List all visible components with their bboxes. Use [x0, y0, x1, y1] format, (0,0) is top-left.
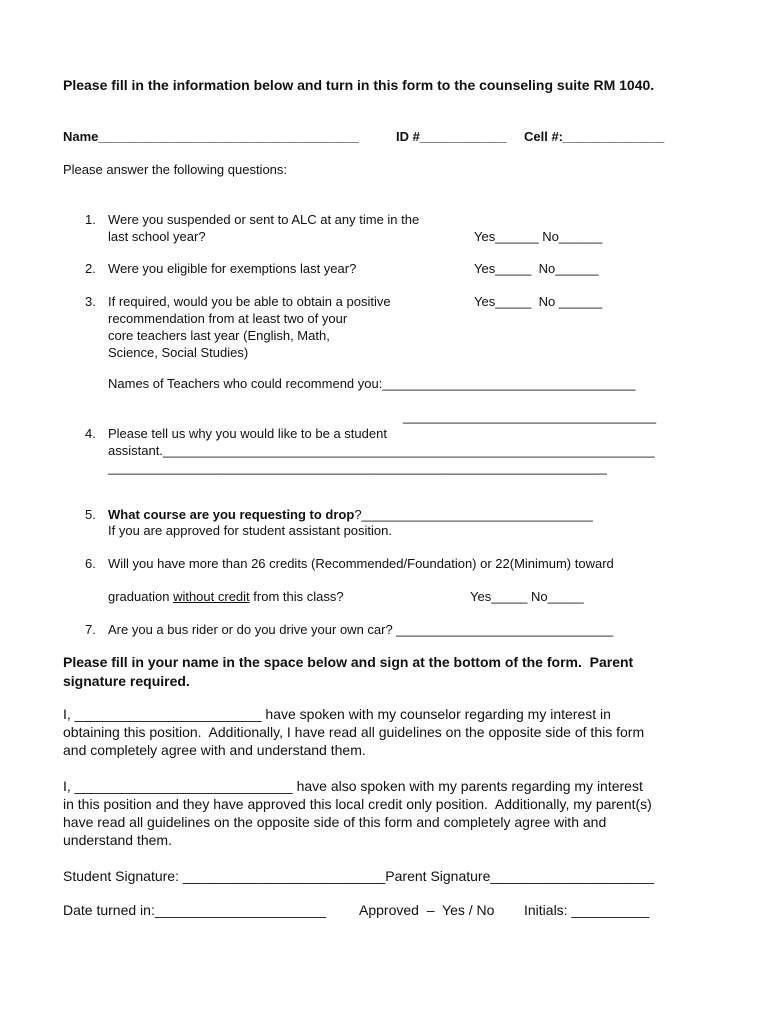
q6-text-line2: [108, 589, 344, 604]
q3-text-line3: core teachers last year (English, Math,: [108, 328, 330, 343]
q5-number: 5.: [85, 507, 96, 522]
form-instruction: Please fill in the information below and turn in this form to the counseling suite RM 1040.: [63, 77, 655, 93]
date-turned-in-field[interactable]: Date turned in:______________________: [63, 902, 327, 918]
cell-field[interactable]: Cell #:______________: [524, 129, 665, 144]
q6-text-b: from this class?: [249, 589, 344, 604]
parent-statement-line1[interactable]: I, ____________________________ have also spoken with my parents regarding my interest: [63, 778, 643, 794]
section2-heading-line1: Please fill in your name in the space below and sign at the bottom of the form. Parent: [63, 654, 634, 670]
q1-text-line1: Were you suspended or sent to ALC at any time in the: [108, 212, 420, 227]
student-statement-line1[interactable]: I, ________________________ have spoken with my counselor regarding my interest in: [63, 706, 611, 722]
q7-number: 7.: [85, 622, 96, 637]
q3-text-line4: Science, Social Studies): [108, 345, 249, 360]
parent-statement-line2: in this position and they have approved this local credit only position. Additionally, my parent(s): [63, 796, 652, 812]
q1-text-line2: last school year?: [108, 229, 206, 244]
q6-text-line1: Will you have more than 26 credits (Recommended/Foundation) or 22(Minimum) toward: [108, 556, 614, 571]
q5-bold-text: What course are you requesting to drop: [108, 507, 355, 522]
q5-note: If you are approved for student assistant position.: [108, 523, 393, 538]
q5-question[interactable]: [108, 507, 593, 522]
student-statement-line3: and completely agree with and understand them.: [63, 742, 366, 758]
q3-text-line1: If required, would you be able to obtain a positive: [108, 294, 391, 309]
parent-statement-line4: understand them.: [63, 832, 172, 848]
signature-lines[interactable]: Student Signature: __________________________Parent Signature_____________________: [63, 868, 654, 884]
parent-statement-line3: have read all guidelines on the opposite side of this form and completely agree with and: [63, 814, 607, 830]
teachers-field[interactable]: Names of Teachers who could recommend you:___________________________________: [108, 376, 636, 391]
q3-number: 3.: [85, 294, 96, 309]
q7-question[interactable]: Are you a bus rider or do you drive your own car? ______________________________: [108, 622, 614, 637]
initials-field[interactable]: Initials: __________: [524, 902, 650, 918]
q6-answer[interactable]: Yes_____ No_____: [470, 589, 584, 604]
q3-answer[interactable]: Yes_____ No ______: [474, 294, 603, 309]
q2-answer[interactable]: Yes_____ No______: [474, 261, 599, 276]
name-field[interactable]: Name____________________________________: [63, 129, 359, 144]
student-statement-line2: obtaining this position. Additionally, I have read all guidelines on the opposite side of this form: [63, 724, 645, 740]
q2-text: Were you eligible for exemptions last year?: [108, 261, 357, 276]
questions-intro: Please answer the following questions:: [63, 162, 288, 177]
q6-text-a: graduation: [108, 589, 174, 604]
q3-text-line2: recommendation from at least two of your: [108, 311, 348, 326]
id-field[interactable]: ID #____________: [396, 129, 507, 144]
q4-answer-line1[interactable]: assistant.____________________________________________________________________: [108, 443, 655, 458]
q6-number: 6.: [85, 556, 96, 571]
q4-number: 4.: [85, 426, 96, 441]
q1-number: 1.: [85, 212, 96, 227]
q6-text-underlined: without credit: [173, 589, 250, 604]
q4-answer-line2[interactable]: _____________________________________________________________________: [108, 460, 607, 475]
approved-field[interactable]: Approved – Yes / No: [359, 902, 495, 918]
q1-answer[interactable]: Yes______ No______: [474, 229, 603, 244]
section2-heading-line2: signature required.: [63, 673, 190, 689]
q5-answer-line[interactable]: ?________________________________: [354, 507, 593, 522]
q2-number: 2.: [85, 261, 96, 276]
teachers-field-line2[interactable]: ___________________________________: [403, 409, 657, 424]
q4-text: Please tell us why you would like to be a student: [108, 426, 387, 441]
